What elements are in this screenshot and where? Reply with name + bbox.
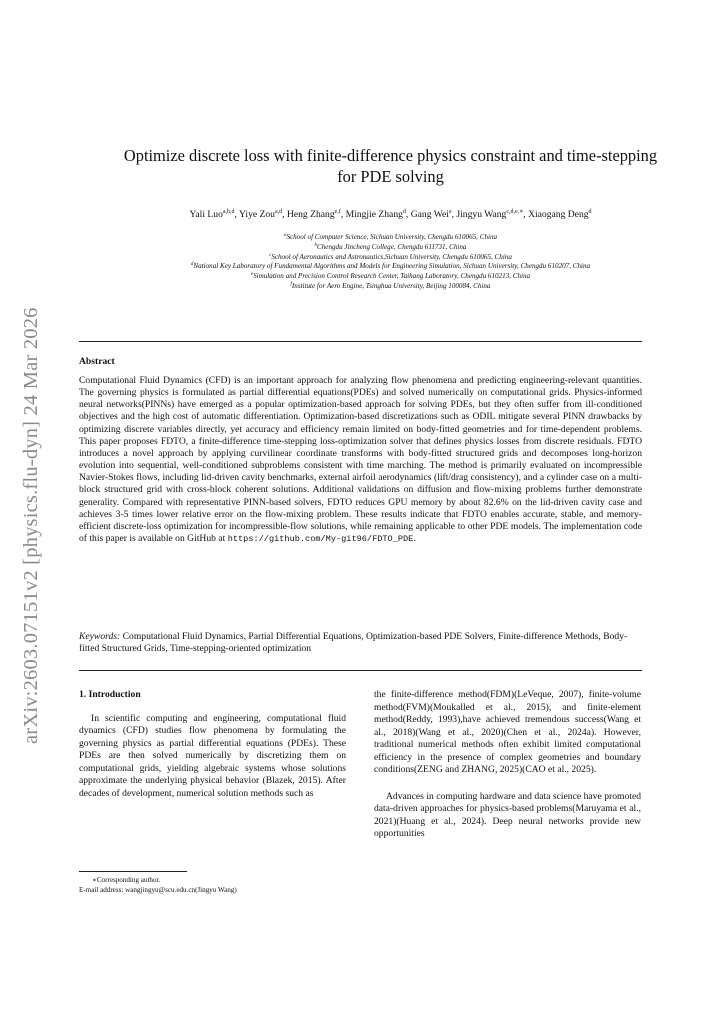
footnote-rule: [79, 871, 187, 872]
affiliation-list: [70, 232, 711, 291]
abstract-bottom-rule: [79, 670, 642, 671]
paragraph: the finite-difference method(FDM)(LeVeque, 2007), finite-volume method(FVM)(Moukalled et al., 2015), and finite-element method(Reddy, 1993),have achieved tremendous success(Wang et al., 2018)(Wang et al., 2020)(Chen et al., 2024a). However, traditional numerical methods often exhibit limited computational efficiency in the presence of complex geometries and boundary conditions(ZENG and ZHANG, 2025)(CAO et al., 2025).: [374, 689, 641, 775]
abstract-top-rule: [79, 341, 642, 342]
author: Jingyu Wang$^{c,d,e,∗}$: [456, 209, 524, 220]
keywords: [79, 631, 642, 655]
abstract-heading: Abstract: [79, 356, 115, 367]
arxiv-stamp[interactable]: arXiv:2603.07151v2 [physics.flu-dyn] 24 Mar 2026: [20, 307, 42, 744]
section-heading: 1. Introduction: [79, 689, 141, 700]
right-column: [374, 689, 641, 841]
keywords-text: Computational Fluid Dynamics, Partial Differential Equations, Optimization-based PDE Solvers, Finite-difference Methods, Body-fitted Structured Grids, Time-stepping-oriented optimization: [79, 631, 628, 655]
paper-title: [70, 145, 711, 187]
affiliation: $^a$School of Computer Science, Sichuan University, Chengdu 610065, China: [283, 233, 498, 241]
paragraph: In scientific computing and engineering, computational fluid dynamics (CFD) studies flow phenomena by formulating the governing physics as partial differential equations (PDEs). These PDEs are then solved numerically by discretizing them on computational grids, yielding algebraic systems whose solutions approximate the underlying physical behavior (Blazek, 2015). After decades of development, numerical solution methods such as: [79, 712, 346, 799]
affiliation: $^d$National Key Laboratory of Fundamental Algorithms and Models for Engineering Simulation, Sichuan University, Chengdu 610207, China: [190, 262, 591, 271]
email-note: E-mail address: wangjingyu@scu.edu.cn(Jingyu Wang): [79, 886, 237, 894]
affiliation: $^b$Chengdu Jincheng College, Chengdu 611731, China: [314, 242, 467, 251]
affiliation: $^c$School of Aeronautics and Astronautics,Sichuan University, Chengdu 610065, China: [269, 252, 512, 261]
github-link[interactable]: https://github.com/My-git96/FDTO_PDE: [227, 534, 414, 545]
keywords-label: Keywords:: [79, 631, 121, 642]
corresponding-author-note: ∗Corresponding author.: [92, 876, 161, 884]
paragraph: Advances in computing hardware and data science have promoted data-driven approaches for physics-based problems(Maruyama et al., 2021)(Huang et al., 2024). Deep neural networks provide new opportunities: [374, 790, 641, 839]
author: Yali Luo$^{a,b,d}$: [189, 209, 235, 220]
title-line-1: Optimize discrete loss with finite-difference physics constraint and time-stepping: [123, 146, 658, 165]
author: Xiaogang Deng$^d$: [528, 209, 592, 220]
author: Heng Zhang$^{e,f}$: [286, 209, 341, 220]
left-column: [79, 689, 346, 800]
affiliation: $^f$Institute for Aero Engine, Tsinghua University, Beijing 100084, China: [290, 281, 491, 290]
author: Gang Wei$^e$: [410, 209, 452, 220]
author: Yiye Zou$^{a,d}$: [239, 209, 283, 220]
title-line-2: for PDE solving: [337, 167, 444, 186]
author-list: Yali Luo$^{a,b,d}$, Yiye Zou$^{a,d}$, Heng Zhang$^{e,f}$, Mingjie Zhang$^d$, Gang Wei$^e$, Jingyu Wang$^{c,d,e,∗}$, Xiaogang Deng$^d$: [189, 209, 592, 220]
affiliation: $^e$Simulation and Precision Control Research Center, Taihang Laboratory, Chengdu 610213, China: [250, 272, 531, 281]
abstract-body: Computational Fluid Dynamics (CFD) is an important approach for analyzing flow phenomena and predicting engineering-relevant quantities. The governing physics is formulated as partial differential equations(PDEs) and solved numerically on computational grids. Physics-informed neural networks(PINNs) have emerged as a popular optimization-based approach for solving PDEs, but they often suffer from ill-conditioned objectives and the high cost of automatic differentiation. Optimization-based discretizations such as ODIL mitigate several PINN drawbacks by optimizing discrete variables directly, yet accuracy and efficiency remain limited on body-fitted geometries and for time-dependent problems. This paper proposes FDTO, a finite-difference time-stepping loss-optimization solver that defines physics losses from discrete residuals. FDTO introduces a novel approach by applying curvilinear coordinate transforms with body-fitted structured grids and decomposes long-horizon evolution into sequential, well-conditioned subproblems consistent with time marching. The method is primarily evaluated on incompressible Navier-Stokes flows, including lid-driven cavity benchmarks, external airfoil aerodynamics (lift/drag consistency), and a cylinder case on a multi-block structured grid with cross-block coherent solutions. Additional validations on diffusion and flow-mixing problems further demonstrate generality. Compared with representative PINN-based solvers, FDTO reduces GPU memory by about 82.6% on the lid-driven cavity case and achieves 3-5 times lower relative error on the flow-mixing problem. These results indicate that FDTO enables accurate, stable, and memory-efficient discrete-loss optimization for incompressible-flow solutions, while remaining applicable to other PDE models. The implementation code of this paper is available on GitHub at https://github.com/My-git96/FDTO_PDE.: [79, 375, 642, 545]
author: Mingjie Zhang$^d$: [345, 209, 406, 220]
footnotes: [79, 875, 237, 895]
